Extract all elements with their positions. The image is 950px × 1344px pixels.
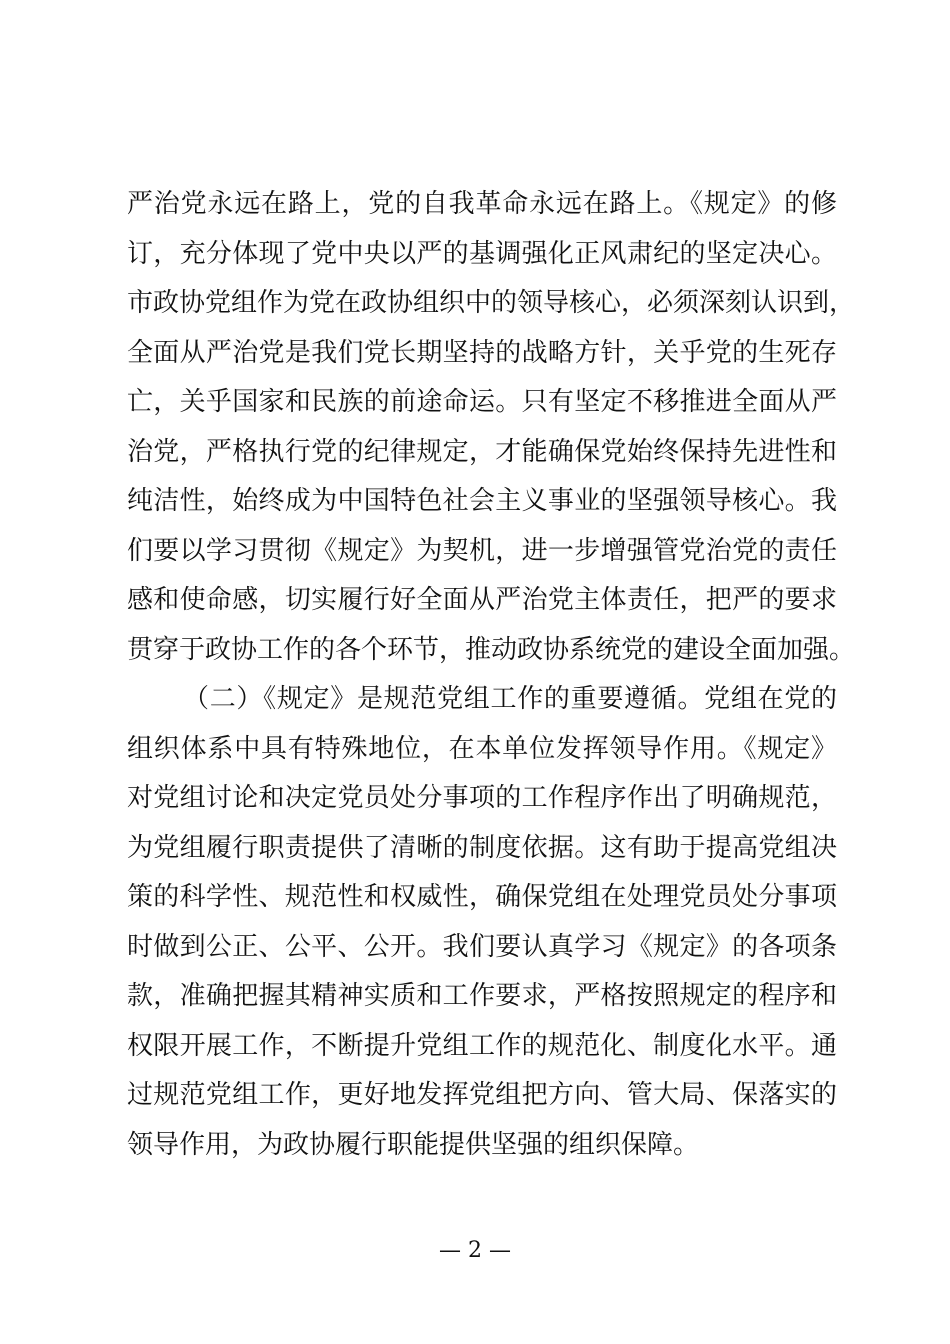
text-line-15: 策的科学性、规范性和权威性，确保党组在处理党员处分事项 <box>127 882 837 912</box>
text-line-13: 对党组讨论和决定党员处分事项的工作程序作出了明确规范， <box>127 783 837 813</box>
text-line-2: 订，充分体现了党中央以严的基调强化正风肃纪的坚定决心。 <box>127 238 837 269</box>
text-line-19: 过规范党组工作，更好地发挥党组把方向、管大局、保落实的 <box>127 1080 837 1110</box>
text-line-7: 纯洁性，始终成为中国特色社会主义事业的坚强领导核心。我 <box>127 486 837 516</box>
body-text <box>127 180 856 1170</box>
text-line-17: 款，准确把握其精神实质和工作要求，严格按照规定的程序和 <box>127 981 837 1011</box>
section-heading-line: （二）《规定》是规范党组工作的重要遵循。党组在党的 <box>183 684 837 714</box>
text-line-10: 贯穿于政协工作的各个环节，推动政协系统党的建设全面加强。 <box>127 634 856 665</box>
text-line-8: 们要以学习贯彻《规定》为契机，进一步增强管党治党的责任 <box>127 535 837 566</box>
text-line-12: 组织体系中具有特殊地位，在本单位发挥领导作用。《规定》 <box>127 733 837 764</box>
page-number: — 2 — <box>439 1238 511 1263</box>
text-line-3: 市政协党组作为党在政协组织中的领导核心，必须深刻认识到， <box>127 288 856 318</box>
text-line-14: 为党组履行职责提供了清晰的制度依据。这有助于提高党组决 <box>127 832 837 863</box>
text-line-9: 感和使命感，切实履行好全面从严治党主体责任，把严的要求 <box>127 585 837 615</box>
text-line-16: 时做到公正、公平、公开。我们要认真学习《规定》的各项条 <box>127 931 837 962</box>
text-line-20: 领导作用，为政协履行职能提供坚强的组织保障。 <box>127 1129 700 1160</box>
text-line-1: 严治党永远在路上，党的自我革命永远在路上。《规定》的修 <box>127 189 837 219</box>
text-line-6: 治党，严格执行党的纪律规定，才能确保党始终保持先进性和 <box>127 436 837 467</box>
text-line-5: 亡，关乎国家和民族的前途命运。只有坚定不移推进全面从严 <box>127 387 837 417</box>
text-line-18: 权限开展工作，不断提升党组工作的规范化、制度化水平。通 <box>127 1030 837 1061</box>
text-line-4: 全面从严治党是我们党长期坚持的战略方针，关乎党的生死存 <box>127 337 837 368</box>
